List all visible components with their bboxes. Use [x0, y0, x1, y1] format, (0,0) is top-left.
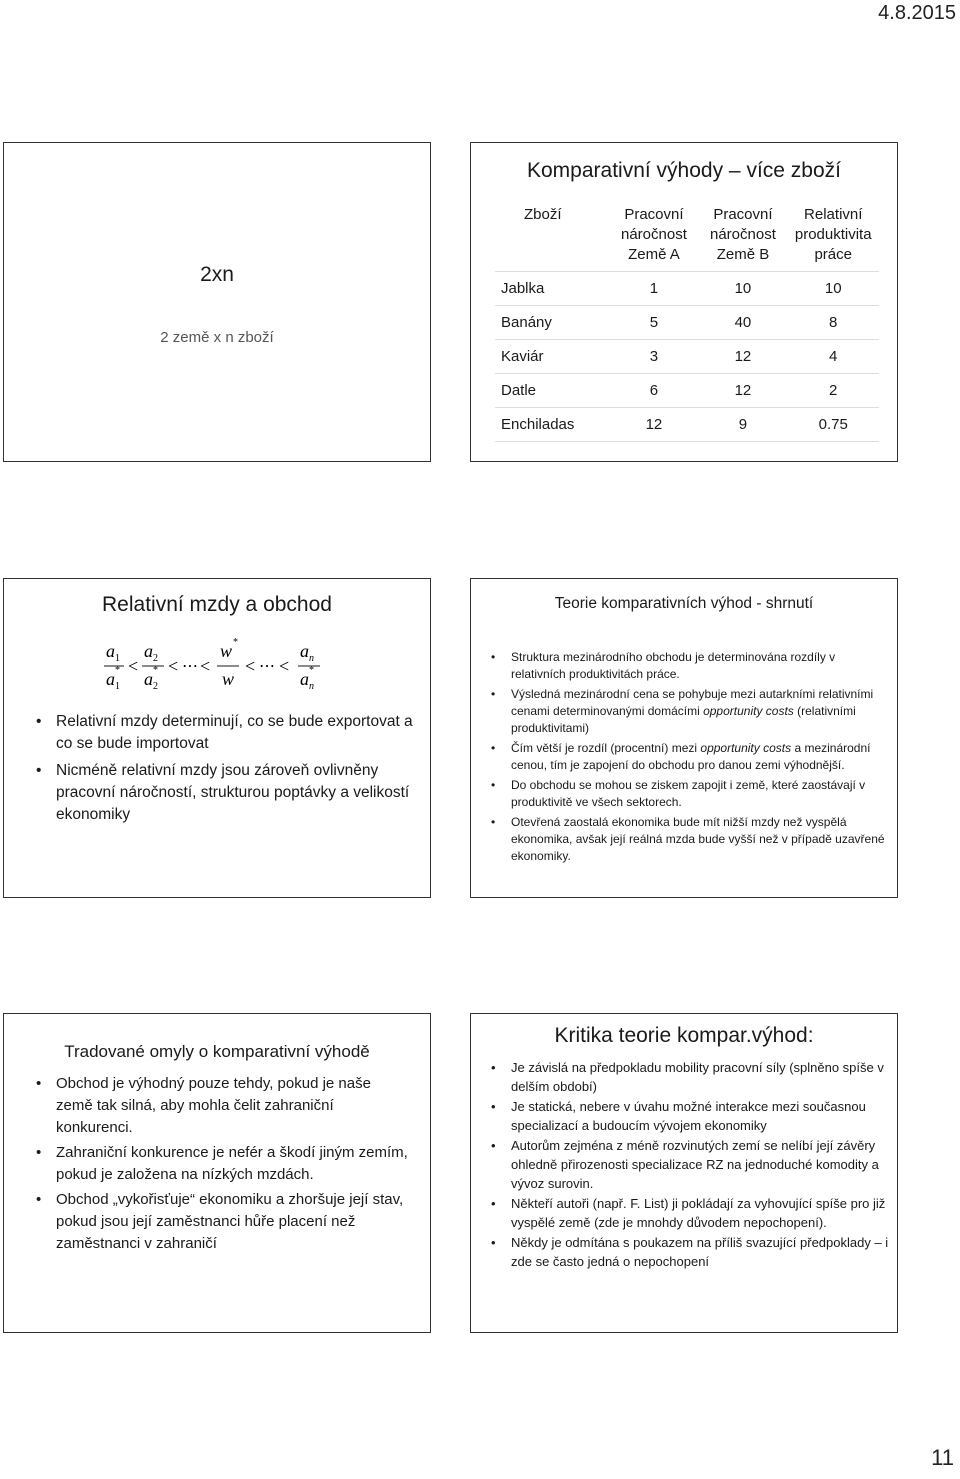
list-item: • Zahraniční konkurence je nefér a škodí jiným zemím, pokud je založena na nízkých mzdách. — [28, 1142, 408, 1186]
formula-lt: < — [168, 656, 179, 676]
list-item: • Někteří autoři (např. F. List) ji pokládají za vyhovující spíše pro již vyspělé země (zde je mnohdy důvodem nepochopení). — [483, 1194, 895, 1232]
slide-2xn — [3, 142, 431, 462]
list-item: • Obchod „vykořisťuje“ ekonomiku a zhoršuje její stav, pokud jsou její zaměstnanci hůře placení než zaměstnanci v zahraničí — [28, 1189, 408, 1255]
formula-star: * — [115, 665, 120, 676]
formula-star: * — [233, 637, 238, 648]
table-cell: 12 — [698, 374, 787, 408]
slide-teorie-shrnuti — [470, 578, 898, 898]
formula-dots: ⋯ — [182, 658, 198, 675]
list-item: • Je statická, nebere v úvahu možné interakce mezi současnou specializací a budoucím vývojem ekonomiky — [483, 1097, 895, 1135]
formula-sub: 1 — [115, 653, 120, 664]
formula-lt: < — [200, 656, 211, 676]
slide-title: Relativní mzdy a obchod — [102, 593, 332, 616]
table-cell: 10 — [698, 272, 787, 306]
table-cell: 8 — [787, 306, 879, 340]
formula-w: w — [222, 669, 235, 689]
table-cell: 6 — [609, 374, 698, 408]
list-item: • Je závislá na předpokladu mobility pracovní síly (splněno spíše v delším období) — [483, 1058, 895, 1096]
formula-lt: < — [128, 656, 139, 676]
slide-kritika-teorie — [470, 1013, 898, 1333]
table-cell: 2 — [787, 374, 879, 408]
table-row — [495, 340, 879, 374]
list-item: • Obchod je výhodný pouze tehdy, pokud je naše země tak silná, aby mohla čelit zahraniční konkurenci. — [28, 1073, 408, 1139]
table-row — [495, 408, 879, 442]
list-item — [483, 686, 891, 737]
table-cell: Kaviár — [495, 340, 609, 374]
formula-a: a — [106, 641, 115, 661]
table-row — [495, 374, 879, 408]
formula-a: a — [300, 669, 309, 689]
formula-sub: n — [309, 681, 314, 692]
list-item — [483, 740, 891, 774]
productivity-table — [495, 205, 879, 442]
slide-title: Teorie komparativních výhod - shrnutí — [554, 595, 814, 612]
list-item: • Někdy je odmítána s poukazem na příliš svazující předpoklady – i zde se často jedná o nepochopení — [483, 1233, 895, 1271]
formula-star: * — [309, 665, 314, 676]
list-item-text: Čím větší je rozdíl (procentní) mezi — [511, 741, 701, 755]
emphasis-text: opportunity costs — [703, 704, 794, 718]
list-item-text: Výsledná mezinárodní cena se pohybuje mezi autarkními relativními cenami determinovanými domácími — [511, 687, 874, 718]
table-cell: 4 — [787, 340, 879, 374]
slide-title: Kritika teorie kompar.výhod: — [554, 1024, 814, 1047]
table-row — [495, 306, 879, 340]
list-item: • Nicméně relativní mzdy jsou zároveň ovlivněny pracovní náročností, strukturou poptávky a velikostí ekonomiky — [28, 760, 420, 826]
bullet-list — [483, 649, 891, 868]
table-row — [495, 272, 879, 306]
table-cell: 12 — [698, 340, 787, 374]
table-cell: 0.75 — [787, 408, 879, 442]
emphasis-text: opportunity costs — [700, 741, 792, 755]
table-cell: 3 — [609, 340, 698, 374]
formula-lt: < — [279, 656, 290, 676]
slide-title: Tradované omyly o komparativní výhodě — [64, 1042, 370, 1061]
table-cell: 10 — [787, 272, 879, 306]
formula-a: a — [106, 669, 115, 689]
table-cell: Enchiladas — [495, 408, 609, 442]
table-cell: 12 — [609, 408, 698, 442]
table-cell: Datle — [495, 374, 609, 408]
formula-sub: 1 — [115, 681, 120, 692]
formula-w: w — [220, 641, 233, 661]
formula-a: a — [144, 669, 153, 689]
slide-subtitle: 2 země x n zboží — [160, 329, 274, 346]
formula-a: a — [300, 641, 309, 661]
formula-star: * — [153, 665, 158, 676]
slide-title: Komparativní výhody – více zboží — [527, 159, 841, 182]
page-number: 11 — [931, 1445, 954, 1470]
table-header-row — [495, 205, 879, 272]
list-item: • Do obchodu se mohou se ziskem zapojit i země, které zaostávají v produktivitě ve všech sektorech. — [483, 777, 891, 811]
formula-dots: ⋯ — [259, 658, 275, 675]
table-cell: 1 — [609, 272, 698, 306]
column-header: Relativní produktivita práce — [794, 206, 872, 263]
formula-sub: 2 — [153, 653, 158, 664]
slide-tradovane-omyly — [3, 1013, 431, 1333]
slide-title: 2xn — [200, 263, 234, 286]
bullet-list — [483, 1058, 895, 1272]
column-header: Pracovní náročnost Země A — [620, 206, 687, 263]
table-cell: 9 — [698, 408, 787, 442]
formula-a: a — [144, 641, 153, 661]
formula-sub: n — [309, 653, 314, 664]
column-header: Pracovní náročnost Země B — [710, 206, 776, 263]
bullet-list — [28, 1073, 408, 1258]
list-item-text: (relativními produktivitami) — [511, 704, 856, 735]
formula-lt: < — [245, 656, 256, 676]
list-item: • Autorům zejména z méně rozvinutých zemí se nelíbí její závěry ohledně přirozenosti specializace RZ na jednoduché komodity a vývoz surovin. — [483, 1136, 895, 1193]
column-header: Zboží — [524, 206, 562, 223]
list-item: • Struktura mezinárodního obchodu je determinována rozdíly v relativních produktivitách práce. — [483, 649, 891, 683]
bullet-list — [28, 711, 420, 831]
table-cell: 40 — [698, 306, 787, 340]
slide-relativni-mzdy — [3, 578, 431, 898]
table-cell: 5 — [609, 306, 698, 340]
table-cell: Banány — [495, 306, 609, 340]
table-cell: Jablka — [495, 272, 609, 306]
list-item: • Otevřená zaostalá ekonomika bude mít nižší mzdy než vyspělá ekonomika, avšak její reálná mzda bude vyšší než v případě uzavřené ekonomiky. — [483, 814, 891, 865]
slide-komparativni-vyhody — [470, 142, 898, 462]
formula-sub: 2 — [153, 681, 158, 692]
document-date: 4.8.2015 — [878, 2, 956, 24]
list-item: • Relativní mzdy determinují, co se bude exportovat a co se bude importovat — [28, 711, 420, 755]
relative-wage-inequality-formula — [94, 635, 354, 695]
list-item-text: a mezinárodní cenou, tím je zapojení do obchodu pro danou zemi výhodnější. — [511, 741, 871, 772]
